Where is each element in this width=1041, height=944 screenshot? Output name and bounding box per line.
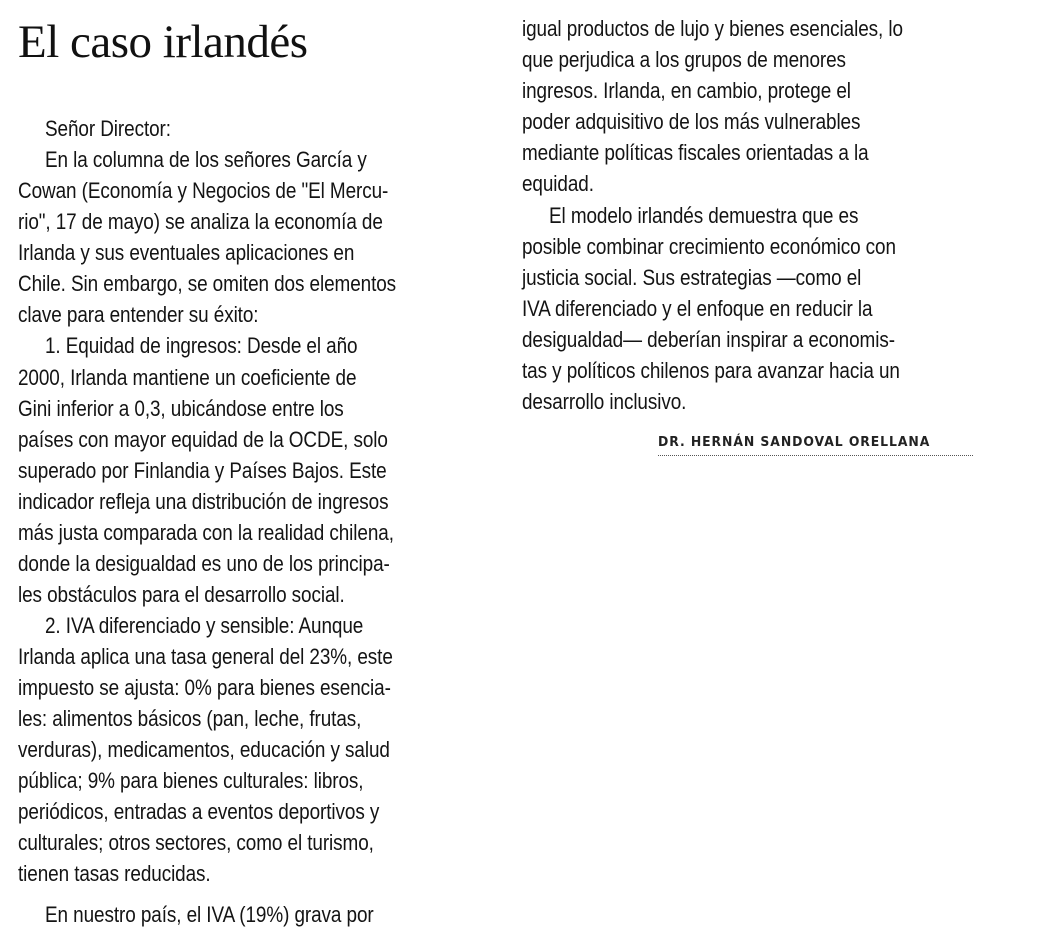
text-line: indicador refleja una distribución de ingresos	[18, 489, 389, 514]
text-line: En nuestro país, el IVA (19%) grava por	[45, 902, 374, 927]
text-line: mediante políticas fiscales orientadas a la	[522, 140, 869, 165]
text-line: les obstáculos para el desarrollo social.	[18, 582, 345, 607]
text-line: Chile. Sin embargo, se omiten dos elementos	[18, 271, 397, 296]
text-line: 1. Equidad de ingresos: Desde el año	[45, 333, 358, 358]
text-line: rio", 17 de mayo) se analiza la economía de	[18, 209, 383, 234]
text-line: más justa comparada con la realidad chilena,	[18, 520, 394, 545]
text-line: equidad.	[522, 171, 594, 196]
text-line: que perjudica a los grupos de menores	[522, 47, 846, 72]
text-line: impuesto se ajusta: 0% para bienes esencia-	[18, 675, 391, 700]
signature: DR. HERNÁN SANDOVAL ORELLANA	[658, 434, 931, 450]
text-line: verduras), medicamentos, educación y salud	[18, 737, 390, 762]
text-line: desarrollo inclusivo.	[522, 389, 687, 414]
text-line: 2000, Irlanda mantiene un coeficiente de	[18, 365, 357, 390]
page-title: El caso irlandés	[18, 16, 308, 68]
signature-divider	[658, 455, 973, 456]
text-line: IVA diferenciado y el enfoque en reducir la	[522, 296, 873, 321]
text-line: tas y políticos chilenos para avanzar hacia un	[522, 358, 900, 383]
text-line: justicia social. Sus estrategias —como el	[522, 265, 862, 290]
text-line: donde la desigualdad es uno de los principa-	[18, 551, 390, 576]
text-line: países con mayor equidad de la OCDE, solo	[18, 427, 388, 452]
text-line: tienen tasas reducidas.	[18, 861, 211, 886]
text-line: clave para entender su éxito:	[18, 302, 259, 327]
text-line: superado por Finlandia y Países Bajos. Este	[18, 458, 387, 483]
text-line: periódicos, entradas a eventos deportivos y	[18, 799, 380, 824]
text-line: Irlanda y sus eventuales aplicaciones en	[18, 240, 355, 265]
text-line: Cowan (Economía y Negocios de "El Mercu-	[18, 178, 389, 203]
text-line: pública; 9% para bienes culturales: libros,	[18, 768, 364, 793]
text-line: les: alimentos básicos (pan, leche, frutas,	[18, 706, 362, 731]
text-line: desigualdad— deberían inspirar a economis-	[522, 327, 895, 352]
text-line: ingresos. Irlanda, en cambio, protege el	[522, 78, 851, 103]
salutation: Señor Director:	[45, 116, 171, 141]
text-line: igual productos de lujo y bienes esenciales, lo	[522, 16, 903, 41]
text-line: Gini inferior a 0,3, ubicándose entre los	[18, 396, 344, 421]
text-line: En la columna de los señores García y	[45, 147, 367, 172]
text-line: El modelo irlandés demuestra que es	[549, 203, 859, 228]
text-line: poder adquisitivo de los más vulnerables	[522, 109, 861, 134]
text-line: culturales; otros sectores, como el turismo,	[18, 830, 374, 855]
text-line: Irlanda aplica una tasa general del 23%, este	[18, 644, 393, 669]
text-line: posible combinar crecimiento económico con	[522, 234, 896, 259]
text-line: 2. IVA diferenciado y sensible: Aunque	[45, 613, 364, 638]
